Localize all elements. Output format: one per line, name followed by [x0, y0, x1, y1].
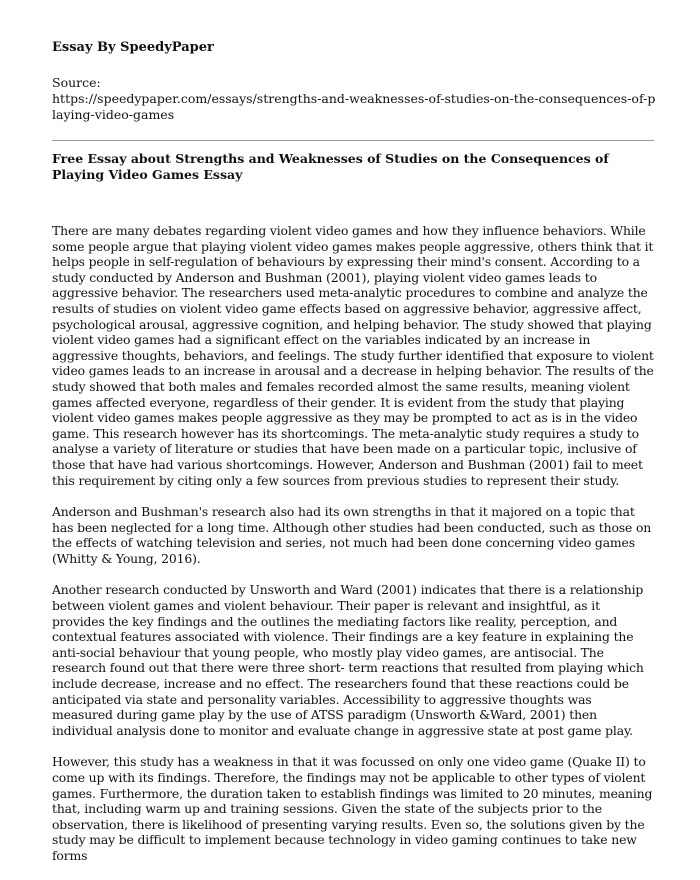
essay-by-heading: Essay By SpeedyPaper: [52, 40, 214, 55]
paragraph-2: Anderson and Bushman's research also had its own strengths in that it majored on a topic that has been neglected for a long time. Although other studies had been conducted, such as those on the effects of watching television and series, not much had been done concerning video games (Whitty & Young, 2016).: [52, 504, 652, 566]
paragraph-4: However, this study has a weakness in that it was focussed on only one video game (Quake II) to come up with its findings. Therefore, the findings may not be applicable to other types of violent games. Furthermore, the duration taken to establish findings was limited to 20 minutes, meaning that, including warm up and training sessions. Given the state of the subjects prior to the observation, there is likelihood of presenting varying results. Even so, the solutions given by the study may be difficult to implement because technology in video gaming continues to take new forms: [52, 754, 653, 863]
essay-title: Free Essay about Strengths and Weaknesses of Studies on the Consequences of Playing Video Games Essay: [52, 151, 609, 182]
source-url[interactable]: https://speedypaper.com/essays/strengths-and-weaknesses-of-studies-on-the-consequences-of-playing-video-games: [52, 91, 656, 122]
essay-page: [52, 40, 654, 880]
paragraph-1: There are many debates regarding violent video games and how they influence behaviors. While some people argue that playing violent video games makes people aggressive, others think that it helps people in self-regulation of behaviours by expressing their mind's consent. According to a study conducted by Anderson and Bushman (2001), playing violent video games leads to aggressive behavior. The researchers used meta-analytic procedures to combine and analyze the results of studies on violent video game effects based on aggressive behavior, aggressive affect, psychological arousal, aggressive cognition, and helping behavior. The study showed that playing violent video games had a significant effect on the variables indicated by an increase in aggressive thoughts, behaviors, and feelings. The study further identified that exposure to violent video games leads to an increase in arousal and a decrease in helping behavior. The results of the study showed that both males and females recorded almost the same results, meaning violent games affected everyone, regardless of their gender. It is evident from the study that playing violent video games makes people aggressive as they may be prompted to act as is in the video game. This research however has its shortcomings. The meta-analytic study requires a study to analyse a variety of literature or studies that have been made on a particular topic, inclusive of those that have had various shortcomings. However, Anderson and Bushman (2001) fail to meet this requirement by citing only a few sources from previous studies to represent their study.: [52, 223, 654, 488]
divider: [52, 140, 654, 141]
paragraph-3: Another research conducted by Unsworth and Ward (2001) indicates that there is a relationship between violent games and violent behaviour. Their paper is relevant and insightful, as it provides the key findings and the outlines the mediating factors like reality, perception, and contextual features associated with violence. Their findings are a key feature in explaining the anti-social behaviour that young people, who mostly play video games, are antisocial. The research found out that there were three short- term reactions that resulted from playing which include decrease, increase and no effect. The researchers found that these reactions could be anticipated via state and personality variables. Accessibility to aggressive thoughts was measured during game play by the use of ATSS paradigm (Unsworth &Ward, 2001) then individual analysis done to monitor and evaluate change in aggressive state at post game play.: [52, 582, 644, 738]
source-label: Source:: [52, 75, 101, 90]
